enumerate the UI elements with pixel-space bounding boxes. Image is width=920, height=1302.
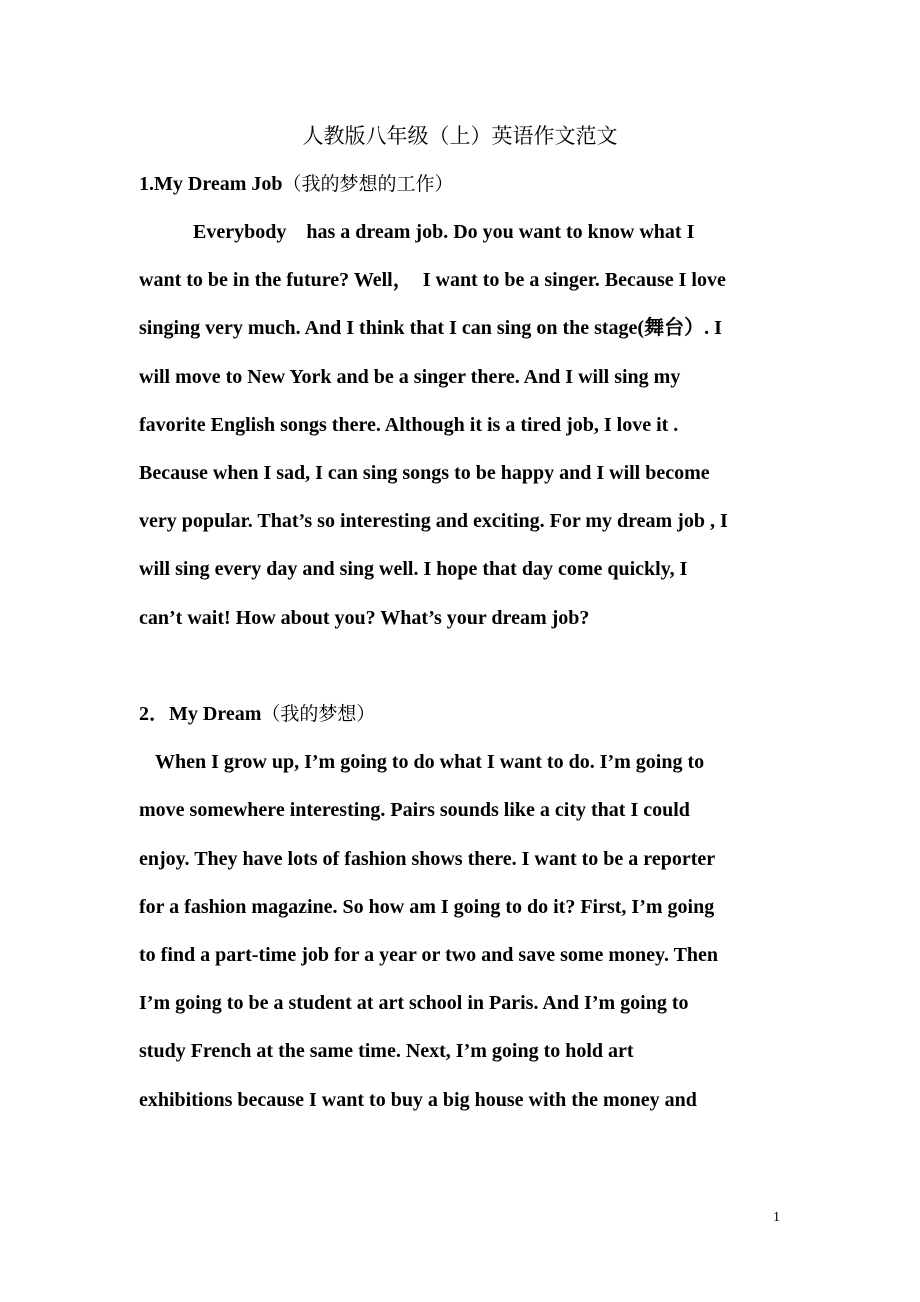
document-title: 人教版八年级（上）英语作文范文 <box>302 124 618 148</box>
essay2-heading-en: 2．My Dream <box>139 703 262 725</box>
essay2-heading <box>139 701 375 727</box>
essay2-line: to find a part-time job for a year or two and save some money. Then <box>139 944 719 966</box>
essay1-line: Because when I sad, I can sing songs to be happy and I will become <box>139 462 710 484</box>
essay2-heading-cn: （我的梦想） <box>261 703 376 725</box>
essay2-line: When I grow up, I’m going to do what I want to do. I’m going to <box>155 751 705 773</box>
essay1-heading <box>139 171 454 197</box>
essay1-heading-cn: （我的梦想的工作） <box>282 173 454 195</box>
essay2-line: I’m going to be a student at art school in Paris. And I’m going to <box>139 992 689 1014</box>
essay1-line: will sing every day and sing well. I hope that day come quickly, I <box>139 558 688 580</box>
essay1-line: singing very much. And I think that I can sing on the stage(舞台）. I <box>139 317 722 339</box>
essay1-line: can’t wait! How about you? What’s your dream job? <box>139 607 590 629</box>
essay2-line: move somewhere interesting. Pairs sounds like a city that I could <box>139 799 690 821</box>
essay1-line: very popular. That’s so interesting and exciting. For my dream job , I <box>139 510 728 532</box>
essay2-line: exhibitions because I want to buy a big house with the money and <box>139 1089 697 1111</box>
essay2-line: for a fashion magazine. So how am I going to do it? First, I’m going <box>139 896 715 918</box>
essay2-line: study French at the same time. Next, I’m going to hold art <box>139 1040 634 1062</box>
essay1-heading-en: 1.My Dream Job <box>139 173 283 195</box>
essay1-line: Everybody has a dream job. Do you want to know what I <box>193 221 695 243</box>
essay2-line: enjoy. They have lots of fashion shows there. I want to be a reporter <box>139 848 716 870</box>
page-number: 1 <box>773 1210 780 1225</box>
essay1-line: want to be in the future? Well， I want to be a singer. Because I love <box>139 269 726 291</box>
essay1-line: will move to New York and be a singer there. And I will sing my <box>139 366 681 388</box>
essay1-line: favorite English songs there. Although it is a tired job, I love it . <box>139 414 679 436</box>
